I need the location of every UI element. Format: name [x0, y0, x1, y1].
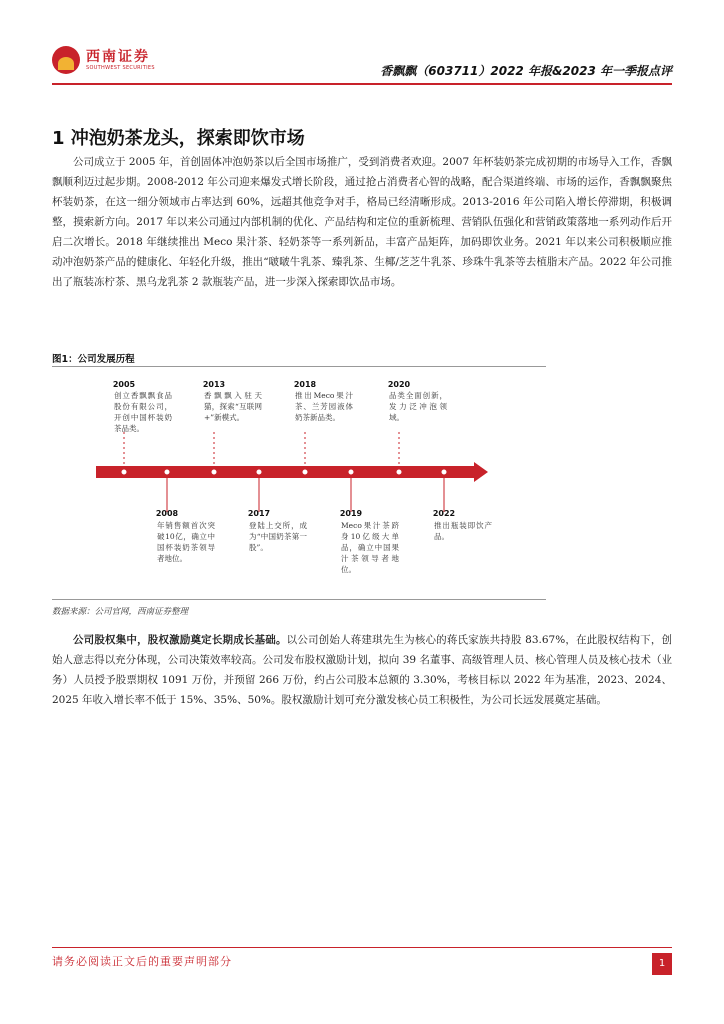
company-logo [52, 44, 155, 76]
figure-title: 图1：公司发展历程 [52, 354, 135, 365]
timeline-arrow [96, 462, 488, 482]
equity-body: 以公司创始人蒋建琪先生为核心的蒋氏家族共持股 83.67%，在此股权结构下，创始人意志得以充分体现，公司决策效率较高。公司发布股权激励计划，拟向 39 名董事、高级管理人员、核心管理人员及核心技术（业务）人员授予股票期权 1091 万份，并预留 266 万份，约占公司股本总额的 3.30%，考核目标以 2022 年为基准，2023、2024、2025 年收入增长率不低于 15%、35%、50%。股权激励计划可充分激发核心员工积极性，为公司长远发展奠定基础。 [52, 634, 673, 706]
timeline-year: 2018 [293, 380, 317, 389]
equity-lead: 公司股权集中，股权激励奠定长期成长基础。 [73, 634, 287, 646]
timeline-year: 2005 [112, 380, 136, 389]
timeline-description: 香飘飘入驻天猫，探索“互联网+”新模式。 [204, 391, 262, 422]
timeline-description: 登陆上交所，成为“中国奶茶第一股”。 [249, 521, 307, 552]
header-divider [52, 83, 672, 85]
timeline-year: 2013 [202, 380, 226, 389]
footer-divider [52, 947, 672, 948]
timeline-dot [348, 469, 354, 475]
timeline-description: 推出Meco果汁茶、兰芳园液体奶茶新品类。 [295, 391, 353, 422]
logo-name-cn: 西南证券 [86, 48, 150, 65]
timeline-description: 推出瓶装即饮产品。 [434, 521, 492, 541]
timeline-dot [164, 469, 170, 475]
logo-emblem-icon [52, 46, 80, 74]
timeline-dot [256, 469, 262, 475]
figure-source: 数据来源：公司官网，西南证券整理 [52, 607, 189, 617]
figure-bottom-rule [52, 599, 546, 600]
timeline-dot [441, 469, 447, 475]
timeline-year: 2022 [432, 509, 456, 518]
timeline-dot [121, 469, 127, 475]
timeline-year: 2017 [247, 509, 271, 518]
development-timeline [52, 366, 546, 599]
timeline-description: 创立香飘飘食品股份有限公司，开创中国杯装奶茶品类。 [114, 391, 172, 433]
timeline-description: Meco果汁茶跻身10亿级大单品，确立中国果汁茶领导者地位。 [341, 521, 399, 574]
page-number: 1 [652, 953, 672, 975]
timeline-year: 2019 [339, 509, 363, 518]
timeline-dot [211, 469, 217, 475]
intro-paragraph: 公司成立于 2005 年，首创固体冲泡奶茶以后全国市场推广，受到消费者欢迎。2007 年杯装奶茶完成初期的市场导入工作，香飘飘顺利迈过起步期。2008-2012 年公司迎来爆发式增长阶段，通过抢占消费者心智的战略，配合渠道终端、市场的运作，香飘飘聚焦杯装奶茶，在这一细分领域市占率达到 60%，远超其他竞争对手，格局已经清晰形成。2013-2016 年公司陷入增长停滞期，积极调整，摸索新方向。2017 年以来公司通过内部机制的优化、产品结构和定位的重新梳理、营销队伍强化和营销政策落地一系列动作后开启二次增长。2018 年继续推出 Meco 果汁茶、轻奶茶等一系列新品，丰富产品矩阵，加码即饮业务。2021 年以来公司积极顺应推动冲泡奶茶产品的健康化、年轻化升级，推出“啵啵牛乳茶、臻乳茶、生椰/芝芝牛乳茶、珍珠牛乳茶等去植脂末产品。2022 年公司推出了瓶装冻柠茶、黑乌龙乳茶 2 款瓶装产品，进一步深入探索即饮品市场。 [52, 156, 672, 288]
report-title: 香飘飘（603711）2022 年报&2023 年一季报点评 [380, 64, 672, 78]
disclaimer-notice: 请务必阅读正文后的重要声明部分 [52, 955, 232, 968]
timeline-year: 2020 [387, 380, 411, 389]
timeline-description: 年销售额首次突破10亿，确立中国杯装奶茶领导者地位。 [157, 521, 215, 563]
section-heading: 1 冲泡奶茶龙头，探索即饮市场 [52, 128, 305, 149]
equity-paragraph [52, 630, 672, 710]
logo-name-en: SOUTHWEST SECURITIES [86, 64, 155, 71]
timeline-dot [302, 469, 308, 475]
timeline-year: 2008 [155, 509, 179, 518]
timeline-dot [396, 469, 402, 475]
timeline-description: 品类全面创新，发力泛冲泡领域。 [389, 391, 447, 422]
